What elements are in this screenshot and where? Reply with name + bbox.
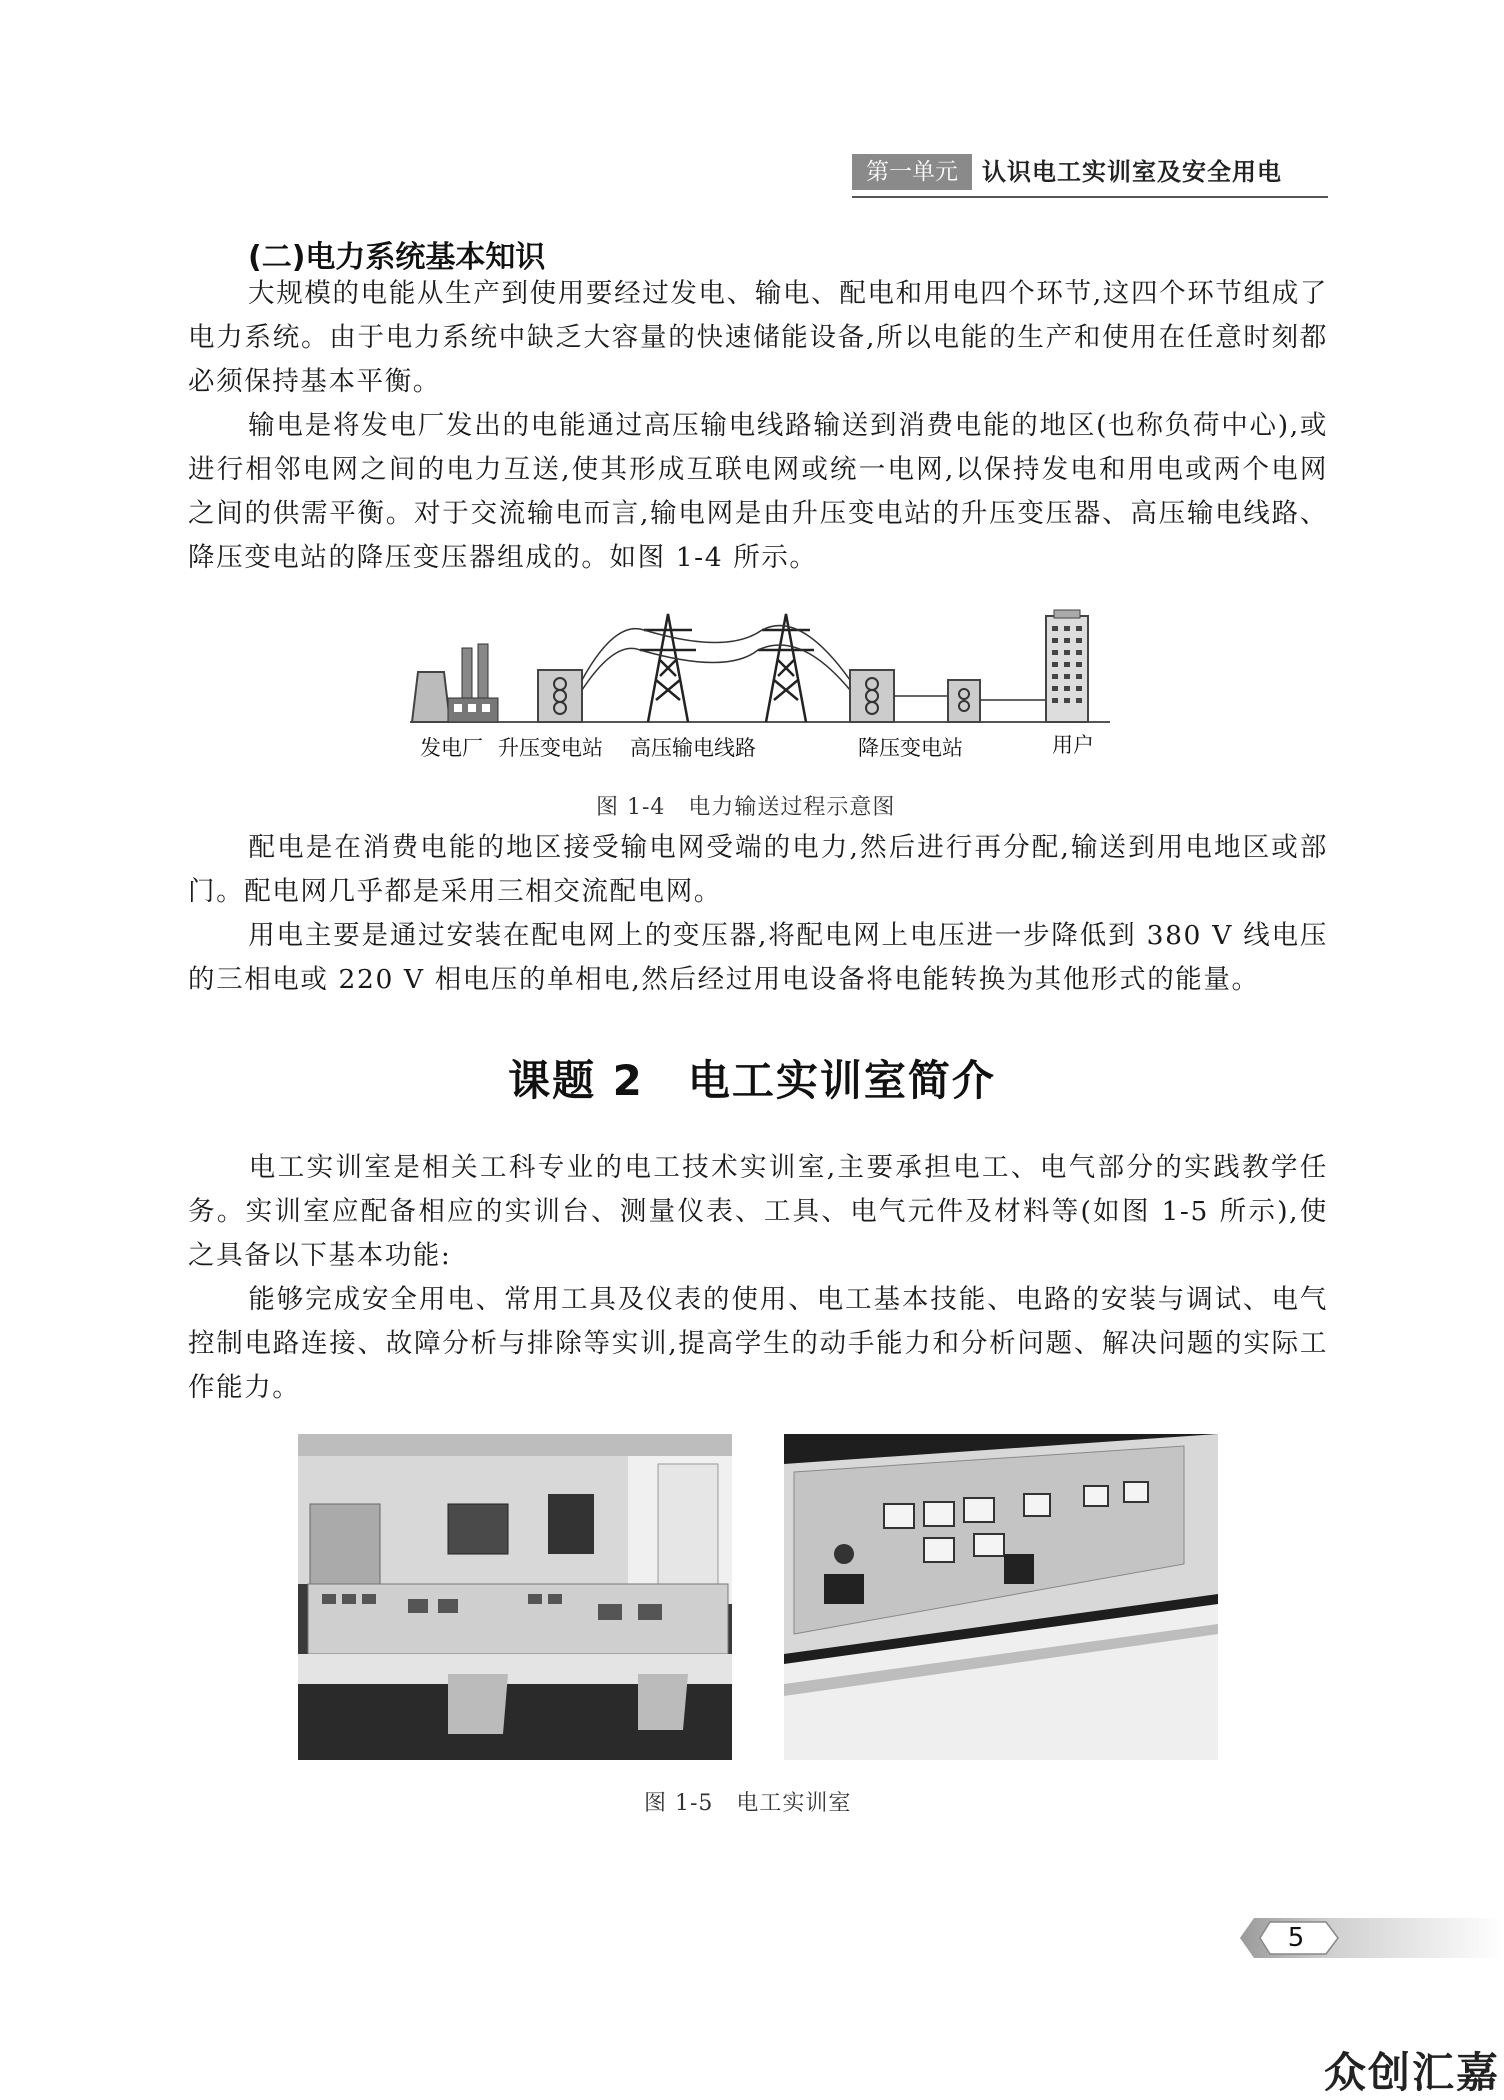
label-step-down-substation: 降压变电站 [858, 736, 963, 760]
paragraph-consumption: 用电主要是通过安装在配电网上的变压器,将配电网上电压进一步降低到 380 V 线电压的三相电或 220 V 相电压的单相电,然后经过用电设备将电能转换为其他形式的能量。 [188, 920, 1328, 995]
step-up-substation-icon [538, 670, 582, 722]
lesson-title: 课题 2 电工实训室简介 [508, 1056, 996, 1105]
transmission-wire [582, 645, 850, 690]
lab-room-photo [298, 1434, 732, 1760]
power-transmission-diagram [400, 600, 1120, 770]
paragraph-generation: 大规模的电能从生产到使用要经过发电、输电、配电和用电四个环节,这四个环节组成了电力系统。由于电力系统中缺乏大容量的快速储能设备,所以电能的生产和使用在任意时刻都必须保持基本平衡。 [188, 278, 1328, 397]
transmission-tower-2-icon [758, 614, 814, 722]
figure-1-4-caption: 图 1-4 电力输送过程示意图 [596, 795, 896, 820]
label-transmission-line: 高压输电线路 [630, 736, 756, 760]
unit-label: 第一单元 [852, 154, 972, 190]
paragraph-lab-intro: 电工实训室是相关工科专业的电工技术实训室,主要承担电工、电气部分的实践教学任务。实训室应配备相应的实训台、测量仪表、工具、电气元件及材料等(如图 1-5 所示),使之具备以下基本功能: [188, 1152, 1328, 1271]
label-power-plant: 发电厂 [420, 736, 483, 760]
chapter-title: 认识电工实训室及安全用电 [982, 158, 1282, 186]
figure-1-5-caption: 图 1-5 电工实训室 [644, 1791, 852, 1816]
paragraph-lab-functions: 能够完成安全用电、常用工具及仪表的使用、电工基本技能、电路的安装与调试、电气控制电路连接、故障分析与排除等实训,提高学生的动手能力和分析问题、解决问题的实际工作能力。 [188, 1284, 1328, 1403]
page-number: 5 [1287, 1923, 1305, 1953]
transmission-wire [582, 626, 850, 680]
watermark-logo: 众创汇嘉 [1324, 2048, 1501, 2097]
label-step-up-substation: 升压变电站 [498, 736, 603, 760]
user-building-icon [1046, 610, 1088, 722]
section-heading: (二)电力系统基本知识 [248, 240, 546, 275]
label-user: 用户 [1052, 733, 1094, 757]
power-plant-icon [412, 644, 498, 722]
step-down-substation-icon [850, 670, 1046, 722]
transmission-tower-1-icon [640, 614, 696, 722]
header-rule [852, 196, 1328, 198]
paragraph-distribution: 配电是在消费电能的地区接受输电网受端的电力,然后进行再分配,输送到用电地区或部门。配电网几乎都是采用三相交流配电网。 [188, 832, 1328, 907]
paragraph-transmission: 输电是将发电厂发出的电能通过高压输电线路输送到消费电能的地区(也称负荷中心),或进行相邻电网之间的电力互送,使其形成互联电网或统一电网,以保持发电和用电或两个电网之间的供需平衡。对于交流输电而言,输电网是由升压变电站的升压变压器、高压输电线路、降压变电站的降压变压器组成的。如图 1-4 所示。 [188, 410, 1328, 573]
control-panel-photo [784, 1434, 1218, 1760]
